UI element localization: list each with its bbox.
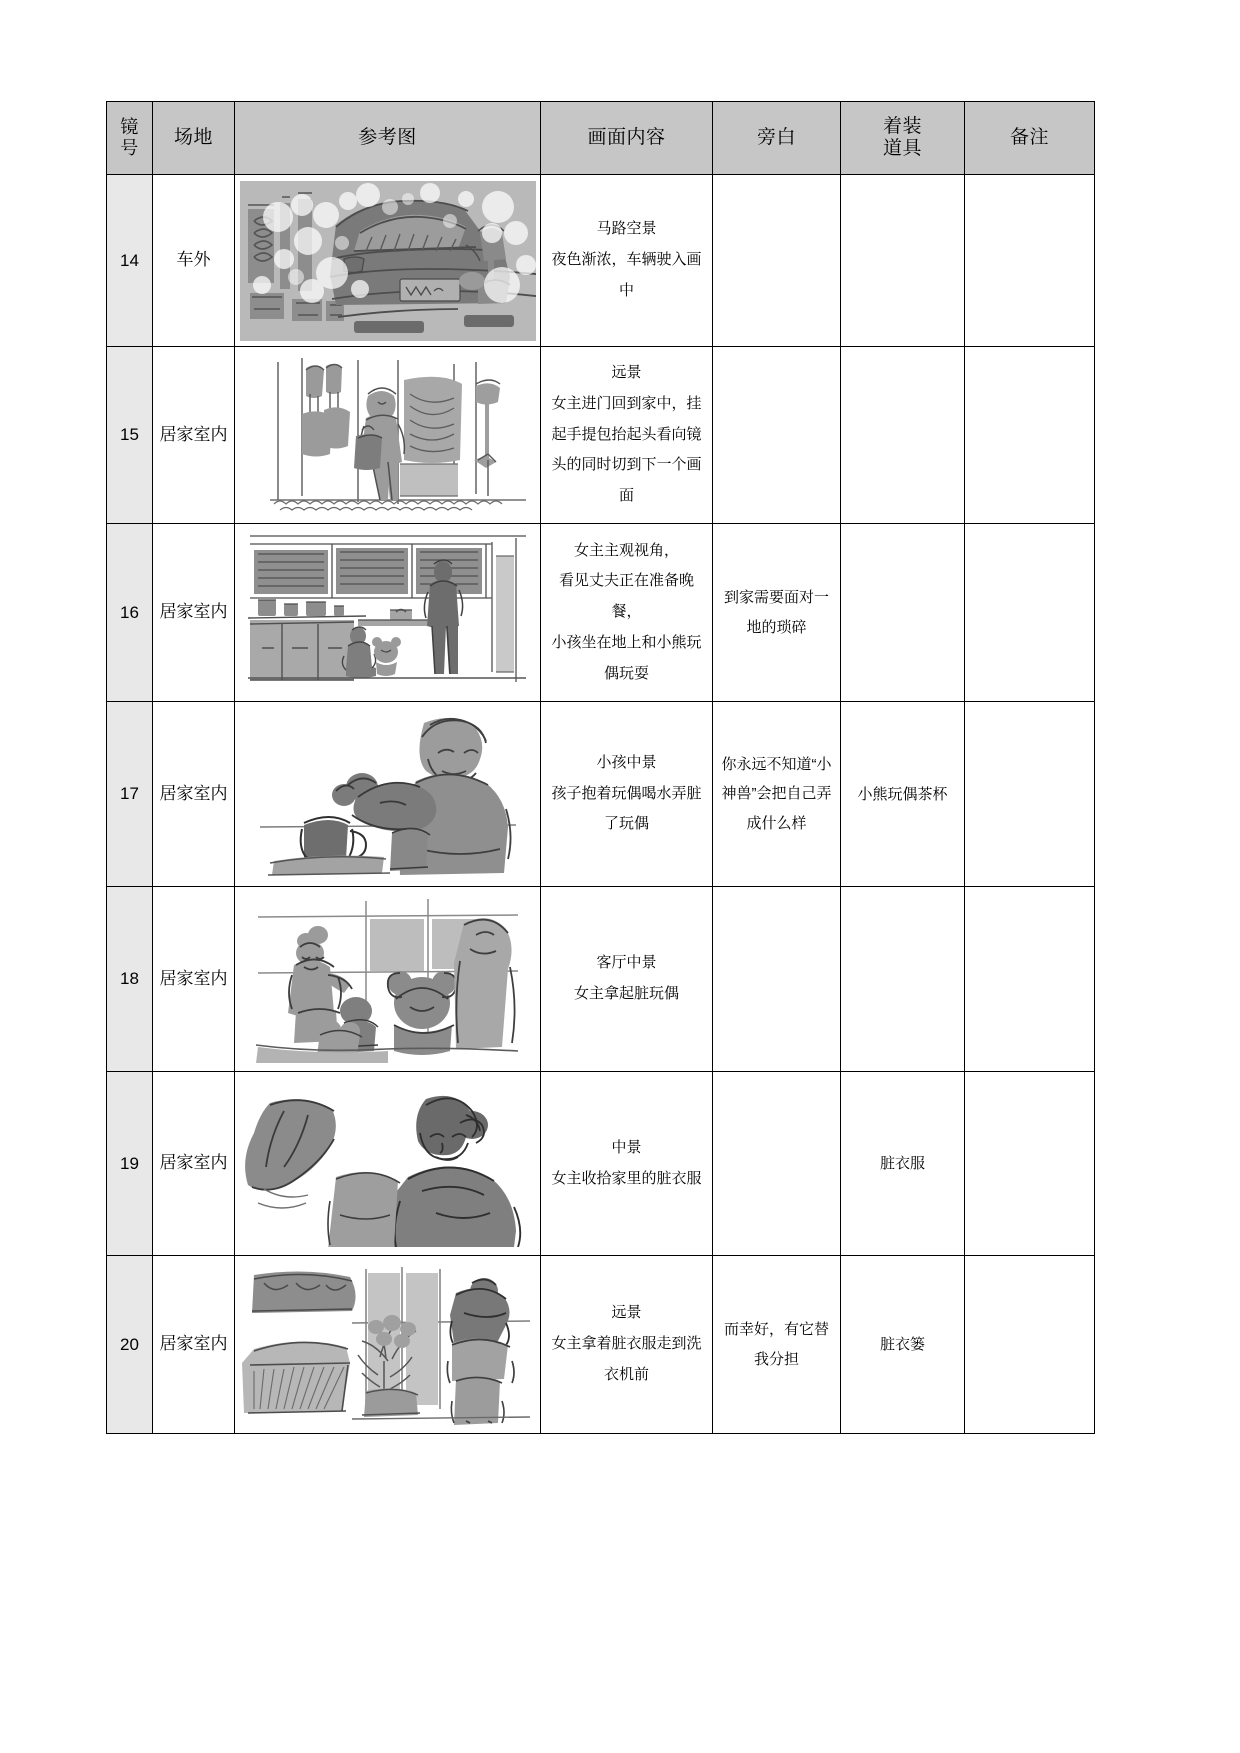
desc-line: 远景 <box>611 364 642 382</box>
cell-wardrobe-props <box>841 524 965 702</box>
header-shot-no-line2: 号 <box>120 138 139 158</box>
desc-line: 女主拿起脏玩偶 <box>573 985 679 1002</box>
cell-narration <box>713 347 841 524</box>
sketch-night-street-car <box>240 181 536 341</box>
cell-notes <box>965 347 1095 524</box>
cell-reference-image <box>235 1256 541 1434</box>
storyboard-table <box>106 101 1095 1434</box>
cell-frame-content <box>541 175 713 347</box>
cell-shot-no: 19 <box>107 1072 153 1256</box>
table-row <box>107 524 1095 702</box>
table-row <box>107 1256 1095 1434</box>
cell-notes <box>965 524 1095 702</box>
header-wardrobe-line2: 道具 <box>882 138 922 159</box>
desc-line: 面 <box>618 487 634 505</box>
cell-wardrobe-props: 脏衣服 <box>841 1072 965 1256</box>
cell-notes <box>965 175 1095 347</box>
table-row <box>107 347 1095 524</box>
desc-line: 看见丈夫正在准备晚餐， <box>558 572 694 621</box>
desc-line: 女主进门回到家中，挂 <box>551 394 702 412</box>
desc-line: 衣机前 <box>603 1365 649 1383</box>
header-wardrobe-line1: 着装 <box>882 115 922 137</box>
cell-shot-no: 14 <box>107 175 153 347</box>
cell-frame-content <box>541 347 713 524</box>
cell-location: 居家室内 <box>153 702 235 887</box>
cell-location: 居家室内 <box>153 524 235 702</box>
desc-line: 女主收拾家里的脏衣服 <box>551 1169 702 1187</box>
sketch-entryway-woman-arriving <box>240 354 536 516</box>
cell-location: 居家室内 <box>153 1256 235 1434</box>
table-header-row <box>107 102 1095 175</box>
header-wardrobe-props <box>841 102 965 175</box>
cell-location: 车外 <box>153 175 235 347</box>
desc-line: 小孩坐在地上和小熊玩 <box>551 633 702 651</box>
desc-line: 了玩偶 <box>603 815 649 833</box>
cell-notes <box>965 702 1095 887</box>
header-shot-no <box>107 102 153 175</box>
cell-wardrobe-props: 小熊玩偶茶杯 <box>841 702 965 887</box>
desc-line: 远景 <box>611 1304 642 1322</box>
desc-line: 中 <box>618 281 634 299</box>
cell-narration <box>713 1072 841 1256</box>
cell-narration: 到家需要面对一地的琐碎 <box>713 524 841 702</box>
desc-line: 起手提包抬起头看向镜 <box>551 425 702 443</box>
cell-reference-image <box>235 1072 541 1256</box>
cell-wardrobe-props <box>841 347 965 524</box>
cell-wardrobe-props <box>841 887 965 1072</box>
table-row <box>107 175 1095 347</box>
cell-narration <box>713 887 841 1072</box>
cell-shot-no: 17 <box>107 702 153 887</box>
desc-line: 夜色渐浓，车辆驶入画 <box>551 251 702 269</box>
sketch-woman-collecting-laundry <box>240 1081 536 1247</box>
header-location: 场地 <box>153 102 235 175</box>
cell-frame-content <box>541 887 713 1072</box>
cell-reference-image <box>235 347 541 524</box>
header-reference-image: 参考图 <box>235 102 541 175</box>
desc-line: 女主拿着脏衣服走到洗 <box>551 1335 702 1353</box>
cell-narration: 你永远不知道“小神兽”会把自己弄成什么样 <box>713 702 841 887</box>
cell-reference-image <box>235 175 541 347</box>
table-row <box>107 1072 1095 1256</box>
desc-line: 偶玩耍 <box>603 664 649 682</box>
cell-shot-no: 15 <box>107 347 153 524</box>
table-row <box>107 887 1095 1072</box>
cell-shot-no: 20 <box>107 1256 153 1434</box>
desc-line: 头的同时切到下一个画 <box>551 456 702 474</box>
cell-narration <box>713 175 841 347</box>
cell-frame-content <box>541 524 713 702</box>
cell-notes <box>965 1256 1095 1434</box>
desc-line: 中景 <box>611 1138 642 1156</box>
cell-wardrobe-props: 脏衣篓 <box>841 1256 965 1434</box>
cell-frame-content <box>541 1256 713 1434</box>
desc-line: 马路空景 <box>596 220 657 238</box>
header-frame-content: 画面内容 <box>541 102 713 175</box>
cell-location: 居家室内 <box>153 347 235 524</box>
header-narration: 旁白 <box>713 102 841 175</box>
sketch-kitchen-husband-child <box>240 532 536 694</box>
desc-line: 女主主观视角， <box>573 541 679 559</box>
cell-frame-content <box>541 1072 713 1256</box>
desc-line: 孩子抱着玩偶喝水弄脏 <box>551 784 702 802</box>
header-notes: 备注 <box>965 102 1095 175</box>
desc-line: 客厅中景 <box>596 954 657 972</box>
cell-location: 居家室内 <box>153 887 235 1072</box>
cell-location: 居家室内 <box>153 1072 235 1256</box>
cell-frame-content <box>541 702 713 887</box>
sketch-living-room-mother-child-bear <box>240 895 536 1063</box>
header-shot-no-line1: 镜 <box>120 117 139 138</box>
sketch-woman-walking-to-washer <box>240 1265 536 1425</box>
cell-reference-image <box>235 887 541 1072</box>
cell-notes <box>965 887 1095 1072</box>
cell-shot-no: 16 <box>107 524 153 702</box>
cell-reference-image <box>235 524 541 702</box>
table-row <box>107 702 1095 887</box>
desc-line: 小孩中景 <box>596 753 657 771</box>
cell-shot-no: 18 <box>107 887 153 1072</box>
cell-narration: 而幸好，有它替我分担 <box>713 1256 841 1434</box>
sketch-child-hugging-toy-cup <box>240 709 536 879</box>
cell-notes <box>965 1072 1095 1256</box>
cell-reference-image <box>235 702 541 887</box>
cell-wardrobe-props <box>841 175 965 347</box>
